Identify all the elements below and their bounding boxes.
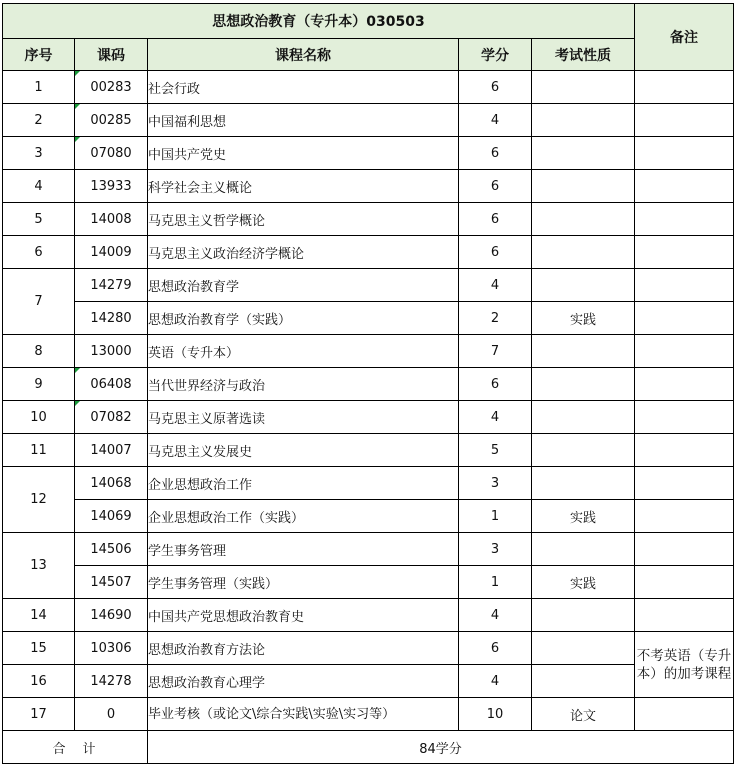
credit-cell: 1 [459,500,532,533]
code-cell: 13000 [75,335,148,368]
exam-cell [532,269,635,302]
credit-cell: 3 [459,533,532,566]
table-row [3,170,734,203]
credit-cell: 4 [459,401,532,434]
remark-note: 不考英语（专升本）的加考课程 [635,632,734,698]
course-name-cell: 思想政治教育学 [148,269,459,302]
remark-cell [635,137,734,170]
code-cell: 06408 [75,368,148,401]
exam-cell [532,632,635,665]
remark-cell [635,302,734,335]
remark-cell [635,203,734,236]
credit-cell: 1 [459,566,532,599]
seq-cell: 7 [3,269,75,335]
exam-cell [532,368,635,401]
remark-cell [635,401,734,434]
code-cell: 14069 [75,500,148,533]
course-name-cell: 中国福利思想 [148,104,459,137]
remark-cell [635,104,734,137]
course-name-cell: 学生事务管理（实践） [148,566,459,599]
credit-cell: 6 [459,368,532,401]
remark-cell [635,533,734,566]
credit-cell: 4 [459,269,532,302]
header-remark: 备注 [635,4,734,71]
code-cell: 14278 [75,665,148,698]
table-row [3,71,734,104]
course-name-cell: 思想政治教育方法论 [148,632,459,665]
remark-cell [635,368,734,401]
exam-cell [532,434,635,467]
credit-cell: 7 [459,335,532,368]
credit-cell: 6 [459,170,532,203]
code-cell: 13933 [75,170,148,203]
table-row [3,599,734,632]
table-row [3,434,734,467]
course-name-cell: 马克思主义原著选读 [148,401,459,434]
exam-cell [532,335,635,368]
exam-cell [532,599,635,632]
seq-cell: 9 [3,368,75,401]
course-name-cell: 企业思想政治工作 [148,467,459,500]
table-row [3,104,734,137]
code-cell: 14008 [75,203,148,236]
remark-cell [635,500,734,533]
credit-cell: 2 [459,302,532,335]
remark-cell [635,434,734,467]
seq-cell: 4 [3,170,75,203]
credit-cell: 6 [459,203,532,236]
code-cell: 14068 [75,467,148,500]
course-name-cell: 企业思想政治工作（实践） [148,500,459,533]
exam-cell [532,665,635,698]
course-name-cell: 思想政治教育学（实践） [148,302,459,335]
seq-cell: 10 [3,401,75,434]
seq-cell: 11 [3,434,75,467]
header-credit: 学分 [459,39,532,71]
table-row [3,302,734,335]
table-title: 思想政治教育（专升本）030503 [3,4,635,39]
table-row [3,368,734,401]
header-row [3,39,734,71]
seq-cell: 8 [3,335,75,368]
code-cell: 07082 [75,401,148,434]
exam-cell [532,401,635,434]
table-row [3,533,734,566]
course-name-cell: 当代世界经济与政治 [148,368,459,401]
seq-cell: 2 [3,104,75,137]
table-row [3,467,734,500]
course-name-cell: 社会行政 [148,71,459,104]
exam-cell [532,236,635,269]
total-label: 合 计 [3,731,148,764]
remark-cell [635,71,734,104]
code-cell: 14507 [75,566,148,599]
table-row [3,269,734,302]
table-row [3,137,734,170]
code-cell: 14007 [75,434,148,467]
header-code: 课码 [75,39,148,71]
header-exam: 考试性质 [532,39,635,71]
course-name-cell: 思想政治教育心理学 [148,665,459,698]
remark-cell [635,566,734,599]
credit-cell: 3 [459,467,532,500]
table-row [3,500,734,533]
code-cell: 0 [75,698,148,731]
remark-cell [635,170,734,203]
code-cell: 14690 [75,599,148,632]
code-cell: 07080 [75,137,148,170]
header-name: 课程名称 [148,39,459,71]
table-row [3,665,734,698]
seq-cell: 12 [3,467,75,533]
table-row [3,401,734,434]
exam-cell [532,137,635,170]
seq-cell: 1 [3,71,75,104]
remark-cell [635,335,734,368]
exam-cell: 实践 [532,500,635,533]
seq-cell: 16 [3,665,75,698]
code-cell: 00283 [75,71,148,104]
remark-cell [635,467,734,500]
table-row [3,335,734,368]
seq-cell: 14 [3,599,75,632]
total-row [3,731,734,764]
table-row [3,566,734,599]
credit-cell: 4 [459,665,532,698]
exam-cell: 实践 [532,566,635,599]
course-name-cell: 马克思主义政治经济学概论 [148,236,459,269]
code-cell: 10306 [75,632,148,665]
header-seq: 序号 [3,39,75,71]
credit-cell: 6 [459,71,532,104]
code-cell: 14009 [75,236,148,269]
seq-cell: 3 [3,137,75,170]
remark-cell [635,269,734,302]
total-value: 84学分 [148,731,734,764]
exam-cell [532,71,635,104]
table-row [3,203,734,236]
credit-cell: 6 [459,632,532,665]
course-name-cell: 科学社会主义概论 [148,170,459,203]
course-name-cell: 马克思主义哲学概论 [148,203,459,236]
exam-cell: 论文 [532,698,635,731]
course-name-cell: 学生事务管理 [148,533,459,566]
code-cell: 14279 [75,269,148,302]
table-row [3,632,734,665]
course-name-cell: 马克思主义发展史 [148,434,459,467]
remark-cell [635,698,734,731]
seq-cell: 13 [3,533,75,599]
credit-cell: 10 [459,698,532,731]
table-row [3,236,734,269]
exam-cell [532,533,635,566]
seq-cell: 17 [3,698,75,731]
code-cell: 00285 [75,104,148,137]
credit-cell: 6 [459,137,532,170]
course-name-cell: 中国共产党史 [148,137,459,170]
course-plan-table [2,3,734,764]
credit-cell: 5 [459,434,532,467]
course-name-cell: 毕业考核（或论文\综合实践\实验\实习等） [148,698,459,731]
code-cell: 14280 [75,302,148,335]
seq-cell: 5 [3,203,75,236]
exam-cell [532,170,635,203]
exam-cell [532,467,635,500]
remark-cell [635,236,734,269]
exam-cell [532,104,635,137]
course-name-cell: 英语（专升本） [148,335,459,368]
code-cell: 14506 [75,533,148,566]
credit-cell: 4 [459,104,532,137]
seq-cell: 15 [3,632,75,665]
exam-cell [532,203,635,236]
course-name-cell: 中国共产党思想政治教育史 [148,599,459,632]
credit-cell: 4 [459,599,532,632]
exam-cell: 实践 [532,302,635,335]
table-row [3,698,734,731]
seq-cell: 6 [3,236,75,269]
credit-cell: 6 [459,236,532,269]
remark-cell [635,599,734,632]
